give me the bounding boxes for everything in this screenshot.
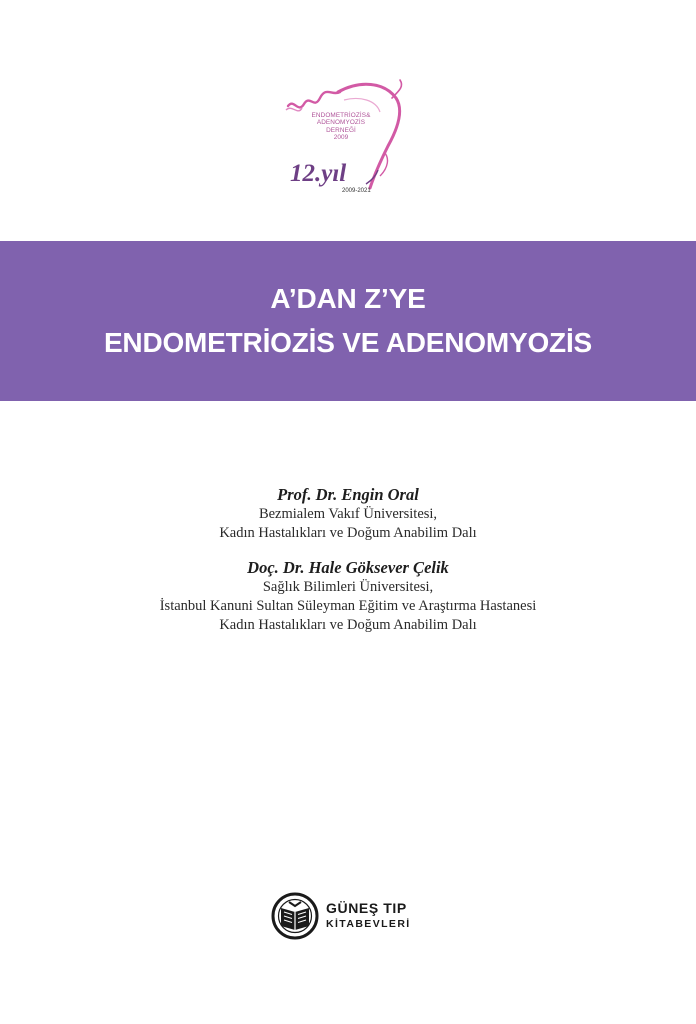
society-name [298, 112, 384, 142]
publisher-logo [268, 886, 438, 946]
society-name-line: DERNEĞİ [326, 126, 356, 134]
author-affiliation-line: Kadın Hastalıkları ve Doğum Anabilim Dalı [219, 617, 477, 633]
title-band [0, 241, 696, 401]
anniversary-year-range: 2009-2021 [342, 188, 371, 194]
anniversary-label: 12.yıl [290, 160, 347, 187]
author-affiliation-line: Bezmialem Vakıf Üniversitesi, [258, 506, 438, 522]
author-affiliation-line: İstanbul Kanuni Sultan Süleyman Eğitim ve Araştırma Hastanesi [159, 598, 537, 614]
authors-section [0, 484, 696, 649]
author-block [0, 484, 696, 543]
book-title-line2: ENDOMETRİOZİS VE ADENOMYOZİS [103, 327, 593, 358]
book-emblem-icon [268, 886, 324, 946]
author-block [0, 557, 696, 635]
society-name-line: ADENOMYOZİS [316, 119, 366, 127]
publisher-name: GÜNEŞ TIP [326, 900, 407, 916]
society-founding-year: 2009 [333, 134, 349, 142]
society-logo [280, 76, 420, 206]
author-name: Doç. Dr. Hale Göksever Çelik [247, 558, 449, 577]
author-affiliation-line: Kadın Hastalıkları ve Doğum Anabilim Dalı [219, 525, 477, 541]
author-name: Prof. Dr. Engin Oral [277, 485, 419, 504]
publisher-subtitle: KİTABEVLERİ [326, 918, 411, 930]
author-affiliation-line: Sağlık Bilimleri Üniversitesi, [262, 579, 434, 595]
society-name-line: ENDOMETRİOZİS& [311, 112, 371, 119]
book-title-line1: A’DAN Z’YE [270, 283, 426, 314]
